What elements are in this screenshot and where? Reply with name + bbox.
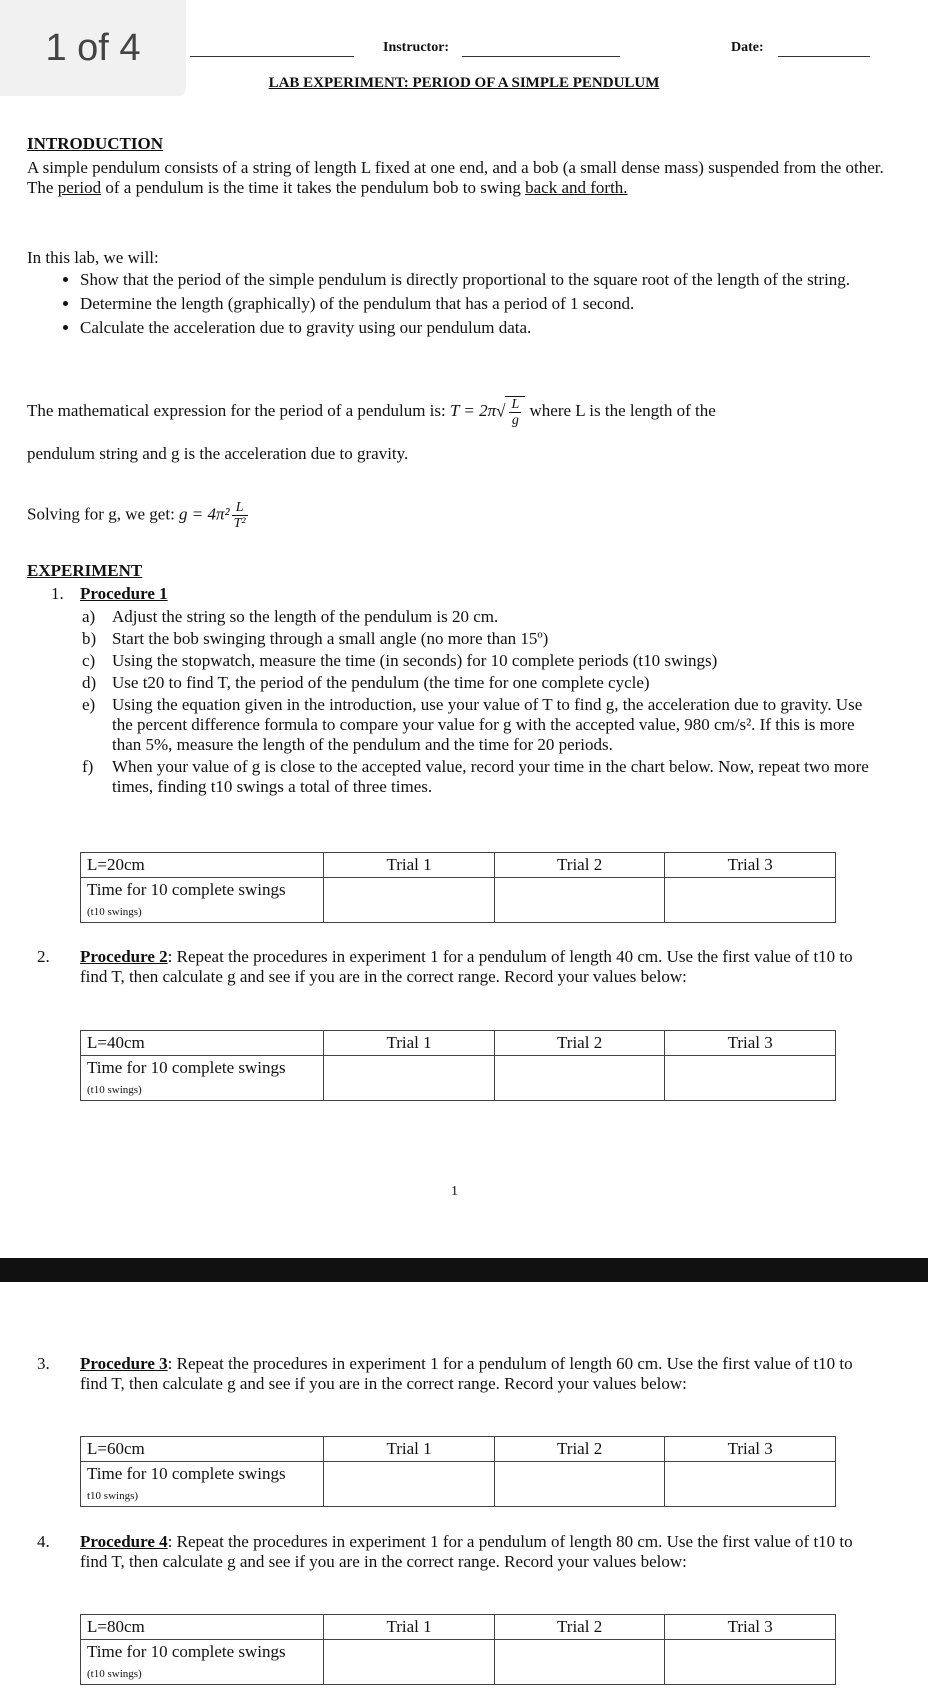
introduction-paragraph: [27, 158, 897, 198]
trial-header: Trial 2: [494, 1031, 665, 1056]
procedure-2-number: 2.: [37, 947, 50, 966]
trial-header: Trial 2: [494, 1437, 665, 1462]
date-label: Date:: [731, 40, 764, 55]
sqrt-symbol: √ $\frac{L}{g}$: [496, 396, 525, 428]
formula-numerator: L: [511, 397, 520, 412]
trial-input-cell[interactable]: [494, 878, 665, 923]
instructor-blank-line: [462, 56, 620, 57]
document-page-2: [0, 1282, 928, 1698]
procedure-4-text: Procedure 4: Repeat the procedures in experiment 1 for a pendulum of length 80 cm. Use the first value of t10 to find T, then calculate g and see if you are in the correct range. Record your values below:: [80, 1532, 853, 1571]
trial-input-cell[interactable]: [665, 878, 836, 923]
trial-header: Trial 1: [324, 1437, 495, 1462]
goal-item: • Show that the period of the simple pendulum is directly proportional to the square root of the length of the string.: [80, 270, 920, 290]
trial-header: Trial 3: [665, 1031, 836, 1056]
procedure-step: f) When your value of g is close to the accepted value, record your time in the chart below. Now, repeat two more times, finding t10 swings a total of three times.: [82, 757, 869, 796]
procedure-3-number: 3.: [37, 1354, 50, 1373]
table-length-cell: L=40cm: [81, 1031, 324, 1056]
procedure-1-steps: [82, 607, 872, 799]
experiment-heading: EXPERIMENT: [27, 561, 143, 580]
g-formula-denominator: T²: [233, 516, 246, 531]
trial-input-cell[interactable]: [324, 1462, 495, 1507]
table-length-cell: L=20cm: [81, 853, 324, 878]
instructor-label: Instructor:: [383, 40, 450, 55]
trial-header: Trial 3: [665, 1437, 836, 1462]
trial-header: Trial 1: [324, 1031, 495, 1056]
trial-input-cell[interactable]: [494, 1462, 665, 1507]
data-table-60cm: [80, 1436, 836, 1507]
introduction-heading: INTRODUCTION: [27, 134, 164, 153]
row-label-cell: Time for 10 complete swings (t10 swings): [81, 1640, 324, 1685]
trial-input-cell[interactable]: [665, 1640, 836, 1685]
procedure-2-text: Procedure 2: Repeat the procedures in experiment 1 for a pendulum of length 40 cm. Use the first value of t10 to find T, then calculate g and see if you are in the correct range. Record your values below:: [80, 947, 853, 986]
trial-input-cell[interactable]: [494, 1056, 665, 1101]
goal-item: • Determine the length (graphically) of the pendulum that has a period of 1 second.: [80, 294, 920, 314]
formula-explanation: pendulum string and g is the acceleration due to gravity.: [27, 444, 409, 463]
trial-input-cell[interactable]: [494, 1640, 665, 1685]
solve-text: Solving for g, we get:: [27, 504, 175, 524]
row-label-cell: Time for 10 complete swings (t10 swings): [81, 1056, 324, 1101]
blank-line-name: [190, 56, 354, 57]
page-number: 1: [451, 1184, 458, 1199]
g-formula: g = 4π²: [179, 504, 230, 524]
intro-text-a: A simple pendulum consists of a string of length L fixed at one end, and a bob (a small dense mass) suspended from the other. The: [27, 158, 884, 197]
row-label-cell: Time for 10 complete swings (t10 swings): [81, 878, 324, 923]
period-formula: T = 2π: [449, 400, 497, 420]
page-divider: [0, 1258, 928, 1282]
trial-header: Trial 2: [494, 1615, 665, 1640]
page-counter: 1 of 4: [0, 0, 186, 96]
trial-header: Trial 1: [324, 1615, 495, 1640]
formula-intro-text: The mathematical expression for the period of a pendulum is:: [27, 400, 446, 420]
date-blank-line: [778, 56, 870, 57]
data-table-20cm: [80, 852, 836, 923]
lab-intro-text: In this lab, we will:: [27, 248, 159, 267]
g-formula-numerator: L: [232, 500, 248, 516]
table-length-cell: L=60cm: [81, 1437, 324, 1462]
trial-input-cell[interactable]: [665, 1056, 836, 1101]
goal-item: • Calculate the acceleration due to gravity using our pendulum data.: [80, 318, 920, 338]
procedure-step: a) Adjust the string so the length of the pendulum is 20 cm.: [82, 607, 499, 626]
row-label-cell: Time for 10 complete swings t10 swings): [81, 1462, 324, 1507]
formula-denominator: g: [511, 413, 519, 428]
trial-header: Trial 3: [665, 853, 836, 878]
formula-tail-text: where L is the length of the: [529, 400, 716, 420]
goals-list: [50, 270, 920, 342]
table-length-cell: L=80cm: [81, 1615, 324, 1640]
procedure-1-number: 1.: [51, 584, 64, 603]
intro-text-b: of a pendulum is the time it takes the pendulum bob to swing: [101, 178, 526, 197]
procedure-step: b) Start the bob swinging through a small angle (no more than 15º): [82, 629, 549, 648]
data-table-40cm: [80, 1030, 836, 1101]
procedure-4-number: 4.: [37, 1532, 50, 1551]
trial-input-cell[interactable]: [324, 878, 495, 923]
solve-for-g-line: [27, 500, 897, 531]
page-title: LAB EXPERIMENT: PERIOD OF A SIMPLE PENDULUM: [268, 75, 660, 91]
procedure-step: e) Using the equation given in the introduction, use your value of T to find g, the acceleration due to gravity. Use the percent difference formula to compare your value for g with the accepted value, 980 cm/s². If this is more than 5%, measure the length of the pendulum and the time for 20 periods.: [82, 695, 863, 754]
procedure-step: c) Using the stopwatch, measure the time (in seconds) for 10 complete periods (t10 swings): [82, 651, 718, 670]
trial-input-cell[interactable]: [324, 1640, 495, 1685]
intro-period-term: period: [57, 178, 102, 197]
trial-input-cell[interactable]: [665, 1462, 836, 1507]
trial-header: Trial 1: [324, 853, 495, 878]
trial-header: Trial 3: [665, 1615, 836, 1640]
procedure-step: d) Use t20 to find T, the period of the pendulum (the time for one complete cycle): [82, 673, 650, 692]
trial-input-cell[interactable]: [324, 1056, 495, 1101]
intro-back-and-forth: back and forth.: [525, 178, 628, 197]
period-formula-line: [27, 396, 897, 428]
procedure-3-text: Procedure 3: Repeat the procedures in experiment 1 for a pendulum of length 60 cm. Use the first value of t10 to find T, then calculate g and see if you are in the correct range. Record your values below:: [80, 1354, 853, 1393]
trial-header: Trial 2: [494, 853, 665, 878]
procedure-1-title: Procedure 1: [80, 584, 168, 603]
data-table-80cm: [80, 1614, 836, 1685]
